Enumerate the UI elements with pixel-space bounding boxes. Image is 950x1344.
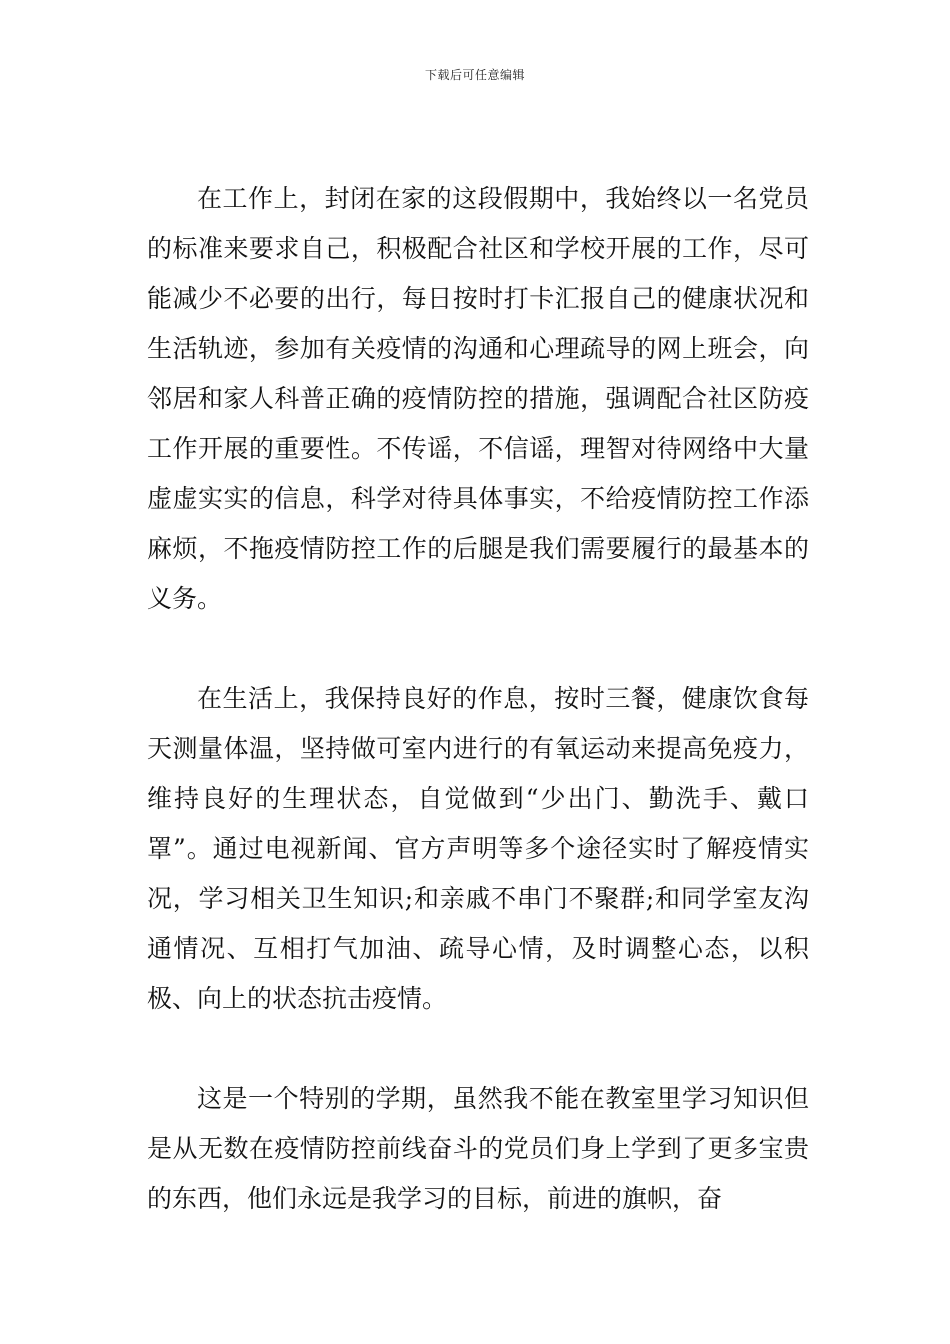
page-header: 下载后可任意编辑 (424, 68, 525, 82)
paragraph-life: 在生活上，我保持良好的作息，按时三餐，健康饮食每天测量体温，坚持做可室内进行的有氧运动来提高免疫力，维持良好的生理状态，自觉做到“少出门、勤洗手、戴口罩”。通过电视新闻、官方声明等多个途径实时了解疫情实况，学习相关卫生知识;和亲戚不串门不聚群;和同学室友沟通情况、互相打气加油、疏导心情，及时调整心态，以积极、向上的状态抗击疫情。 (147, 684, 809, 1013)
paragraph-work: 在工作上，封闭在家的这段假期中，我始终以一名党员的标准来要求自己，积极配合社区和学校开展的工作，尽可能减少不必要的出行，每日按时打卡汇报自己的健康状况和生活轨迹，参加有关疫情的沟通和心理疏导的网上班会，向邻居和家人科普正确的疫情防控的措施，强调配合社区防疫工作开展的重要性。不传谣，不信谣，理智对待网络中大量虚虚实实的信息，科学对待具体事实，不给疫情防控工作添麻烦，不拖疫情防控工作的后腿是我们需要履行的最基本的义务。 (147, 184, 809, 613)
paragraph-semester: 这是一个特别的学期，虽然我不能在教室里学习知识但是从无数在疫情防控前线奋斗的党员们身上学到了更多宝贵的东西，他们永远是我学习的目标，前进的旗帜，奋 (147, 1084, 809, 1213)
document-body (147, 174, 809, 1224)
